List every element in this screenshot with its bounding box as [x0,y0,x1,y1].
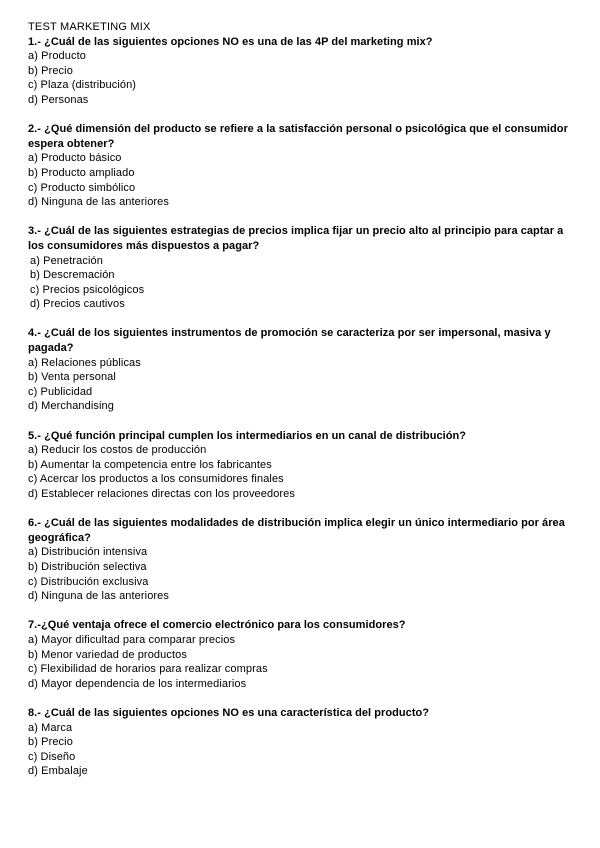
options-list [28,443,576,501]
option-d: d) Precios cautivos [30,298,125,311]
question-text: 1.- ¿Cuál de las siguientes opciones NO es una de las 4P del marketing mix? [28,35,433,48]
option-a: a) Reducir los costos de producción [28,444,207,457]
option-a: a) Marca [28,721,73,734]
question-3 [28,224,576,312]
options-list [28,356,576,414]
question-text: 8.- ¿Cuál de las siguientes opciones NO es una característica del producto? [28,706,430,719]
option-d: d) Mayor dependencia de los intermediarios [28,677,247,690]
options-list [28,721,576,779]
option-b: b) Producto ampliado [28,166,135,179]
document-title: TEST MARKETING MIX [28,21,151,33]
option-c: c) Acercar los productos a los consumidores finales [28,473,284,486]
option-d: d) Embalaje [28,765,88,778]
option-a: a) Producto [28,50,86,63]
option-c: c) Plaza (distribución) [28,79,137,92]
option-b: b) Descremación [30,269,115,282]
question-6 [28,516,576,604]
option-c: c) Producto simbólico [28,181,136,194]
option-d: d) Ninguna de las anteriores [28,196,169,209]
question-text: 3.- ¿Cuál de las siguientes estrategias de precios implica fijar un precio alto al principio para captar a los consumidores más dispuestos a pagar? [28,225,564,252]
option-c: c) Publicidad [28,385,93,398]
option-d: d) Establecer relaciones directas con los proveedores [28,488,295,500]
option-c: c) Flexibilidad de horarios para realizar compras [28,663,268,676]
question-text: 6.- ¿Cuál de las siguientes modalidades de distribución implica elegir un único intermediario por área geográfica? [28,517,565,544]
option-b: b) Precio [28,64,73,77]
document-page [28,20,576,793]
options-list [28,545,576,603]
question-text: 7.-¿Qué ventaja ofrece el comercio electrónico para los consumidores? [28,619,406,632]
option-a: a) Mayor dificultad para comparar precios [28,633,236,646]
option-c: c) Distribución exclusiva [28,575,149,588]
option-d: d) Personas [28,93,89,106]
question-5 [28,429,576,502]
options-list [28,633,576,691]
option-a: a) Distribución intensiva [28,546,148,559]
question-4 [28,326,576,414]
question-7 [28,618,576,691]
option-c: c) Precios psicológicos [30,283,145,296]
option-a: a) Penetración [30,254,103,267]
option-b: b) Precio [28,736,73,749]
option-c: c) Diseño [28,750,76,763]
question-text: 4.- ¿Cuál de los siguientes instrumentos de promoción se caracteriza por ser impersonal, masiva y pagada? [28,327,551,355]
option-b: b) Menor variedad de productos [28,648,187,661]
question-2 [28,122,576,210]
option-d: d) Merchandising [28,400,114,413]
option-a: a) Relaciones públicas [28,356,141,369]
option-a: a) Producto básico [28,152,122,165]
option-b: b) Distribución selectiva [28,560,147,573]
question-text: 2.- ¿Qué dimensión del producto se refiere a la satisfacción personal o psicológica que el consumidor espera obtener? [28,123,568,150]
options-list [28,151,576,209]
option-b: b) Venta personal [28,371,116,384]
question-text: 5.- ¿Qué función principal cumplen los intermediarios en un canal de distribución? [28,429,467,442]
options-list [28,49,576,107]
option-d: d) Ninguna de las anteriores [28,590,169,603]
option-b: b) Aumentar la competencia entre los fabricantes [28,458,272,471]
question-8 [28,706,576,779]
options-list [28,254,576,312]
question-1 [28,35,576,108]
